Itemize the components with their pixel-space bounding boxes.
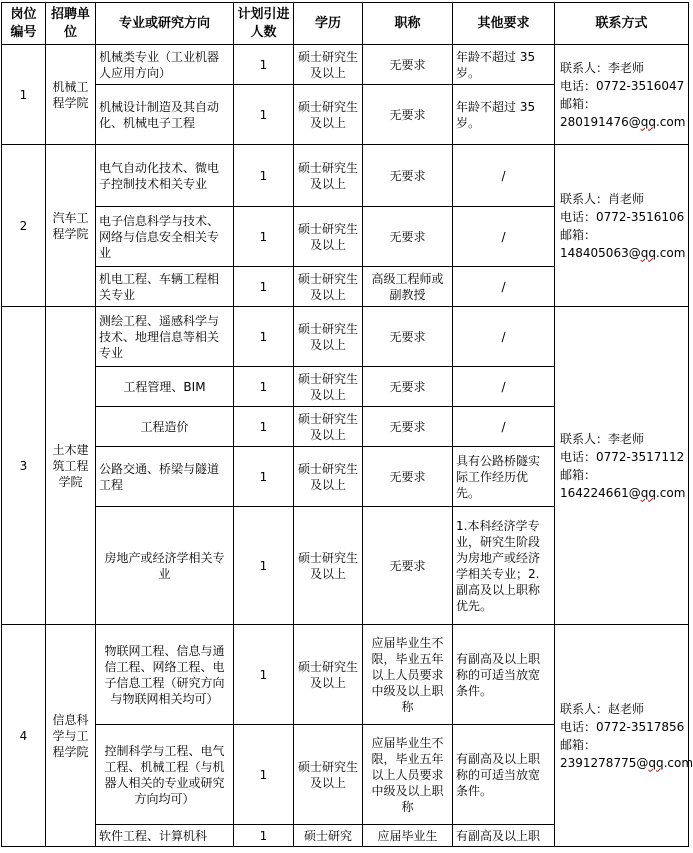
recruit-unit: 机械工程学院	[46, 45, 96, 145]
major-cell: 电气自动化技术、微电子控制技术相关专业	[96, 145, 234, 207]
major-cell: 软件工程、计算机科	[96, 825, 234, 847]
recruit-unit: 汽车工程学院	[46, 145, 96, 307]
header-id: 岗位编号	[2, 3, 46, 45]
contact-phone: 电话：0772-3517856	[560, 719, 685, 734]
major-cell: 工程管理、BIM	[96, 367, 234, 407]
recruit-unit: 土木建筑工程学院	[46, 307, 96, 625]
edu-cell: 硕士研究生及以上	[294, 85, 363, 145]
header-major: 专业或研究方向	[96, 3, 234, 45]
count-cell: 1	[234, 267, 294, 307]
edu-cell: 硕士研究生及以上	[294, 447, 363, 507]
count-cell: 1	[234, 45, 294, 85]
edu-cell: 硕士研究生及以上	[294, 307, 363, 367]
header-title: 职称	[363, 3, 453, 45]
major-cell: 测绘工程、遥感科学与技术、地理信息等相关专业	[96, 307, 234, 367]
title-cell: 应届毕业生不限，毕业五年以上人员要求中级及以上职称	[363, 625, 453, 725]
edu-cell: 硕士研究生及以上	[294, 267, 363, 307]
title-cell: 无要求	[363, 307, 453, 367]
contact-email: 邮箱：280191476@qq.com	[560, 96, 686, 129]
edu-cell: 硕士研究生及以上	[294, 407, 363, 447]
edu-cell: 硕士研究生及以上	[294, 725, 363, 825]
major-cell: 控制科学与工程、电气工程、机械工程（与机器人相关的专业或研究方向均可）	[96, 725, 234, 825]
table-row	[2, 307, 689, 367]
other-cell: 有副高及以上职称的可适当放宽条件。	[453, 625, 555, 725]
edu-cell: 硕士研究生及以上	[294, 207, 363, 267]
title-cell: 无要求	[363, 407, 453, 447]
header-count: 计划引进人数	[234, 3, 294, 45]
other-cell: /	[453, 207, 555, 267]
count-cell: 1	[234, 825, 294, 847]
contact-person: 联系人：李老师	[560, 60, 645, 75]
contact-email: 邮箱：148405063@qq.com	[560, 227, 686, 260]
header-other: 其他要求	[453, 3, 555, 45]
other-cell: 具有公路桥隧实际工作经历优先。	[453, 447, 555, 507]
contact-cell	[555, 307, 689, 625]
contact-email: 邮箱：164224661@qq.com	[560, 467, 686, 500]
other-cell: 年龄不超过 35 岁。	[453, 45, 555, 85]
other-cell: 有副高及以上职	[453, 825, 555, 847]
count-cell: 1	[234, 447, 294, 507]
edu-cell: 硕士研究生及以上	[294, 367, 363, 407]
count-cell: 1	[234, 307, 294, 367]
contact-phone: 电话：0772-3516047	[560, 78, 685, 93]
major-cell: 房地产或经济学相关专业	[96, 507, 234, 625]
title-cell: 高级工程师或副教授	[363, 267, 453, 307]
contact-person: 联系人：赵老师	[560, 701, 645, 716]
other-cell: /	[453, 145, 555, 207]
edu-cell: 硕士研究生及以上	[294, 45, 363, 85]
major-cell: 公路交通、桥梁与隧道工程	[96, 447, 234, 507]
title-cell: 应届毕业生不限，毕业五年以上人员要求中级及以上职称	[363, 725, 453, 825]
other-cell: /	[453, 267, 555, 307]
table-row	[2, 45, 689, 85]
post-id: 1	[2, 45, 46, 145]
contact-cell	[555, 45, 689, 145]
title-cell: 无要求	[363, 507, 453, 625]
major-cell: 机械类专业（工业机器人应用方向）	[96, 45, 234, 85]
title-cell: 无要求	[363, 207, 453, 267]
edu-cell: 硕士研究生及以上	[294, 625, 363, 725]
title-cell: 无要求	[363, 45, 453, 85]
title-cell: 应届毕业生	[363, 825, 453, 847]
header-edu: 学历	[294, 3, 363, 45]
post-id: 4	[2, 625, 46, 847]
count-cell: 1	[234, 725, 294, 825]
post-id: 3	[2, 307, 46, 625]
other-cell: 有副高及以上职称的可适当放宽条件。	[453, 725, 555, 825]
other-cell: 1.本科经济学专业，研究生阶段为房地产或经济学相关专业；2.副高及以上职称优先。	[453, 507, 555, 625]
recruit-unit: 信息科学与工程学院	[46, 625, 96, 847]
major-cell: 机电工程、车辆工程相关专业	[96, 267, 234, 307]
contact-person: 联系人：李老师	[560, 431, 645, 446]
count-cell: 1	[234, 85, 294, 145]
major-cell: 物联网工程、信息与通信工程、网络工程、电子信息工程（研究方向与物联网相关均可）	[96, 625, 234, 725]
other-cell: /	[453, 407, 555, 447]
count-cell: 1	[234, 367, 294, 407]
title-cell: 无要求	[363, 145, 453, 207]
major-cell: 电子信息科学与技术、网络与信息安全相关专业	[96, 207, 234, 267]
other-cell: /	[453, 367, 555, 407]
post-id: 2	[2, 145, 46, 307]
other-cell: /	[453, 307, 555, 367]
edu-cell: 硕士研究生及以上	[294, 507, 363, 625]
count-cell: 1	[234, 207, 294, 267]
count-cell: 1	[234, 145, 294, 207]
header-unit: 招聘单位	[46, 3, 96, 45]
count-cell: 1	[234, 625, 294, 725]
title-cell: 无要求	[363, 367, 453, 407]
contact-cell	[555, 625, 693, 847]
count-cell: 1	[234, 507, 294, 625]
contact-cell	[555, 145, 689, 307]
major-cell: 机械设计制造及其自动化、机械电子工程	[96, 85, 234, 145]
edu-cell: 硕士研究	[294, 825, 363, 847]
table-row	[2, 625, 689, 725]
contact-email: 邮箱：2391278775@qq.com	[560, 737, 693, 770]
recruitment-table	[1, 2, 693, 847]
major-cell: 工程造价	[96, 407, 234, 447]
edu-cell: 硕士研究生及以上	[294, 145, 363, 207]
table-row	[2, 145, 689, 207]
other-cell: 年龄不超过 35 岁。	[453, 85, 555, 145]
contact-person: 联系人：肖老师	[560, 191, 645, 206]
header-contact: 联系方式	[555, 3, 689, 45]
title-cell: 无要求	[363, 447, 453, 507]
title-cell: 无要求	[363, 85, 453, 145]
contact-phone: 电话：0772-3516106	[560, 209, 685, 224]
count-cell: 1	[234, 407, 294, 447]
contact-phone: 电话：0772-3517112	[560, 449, 685, 464]
header-row	[2, 3, 689, 45]
